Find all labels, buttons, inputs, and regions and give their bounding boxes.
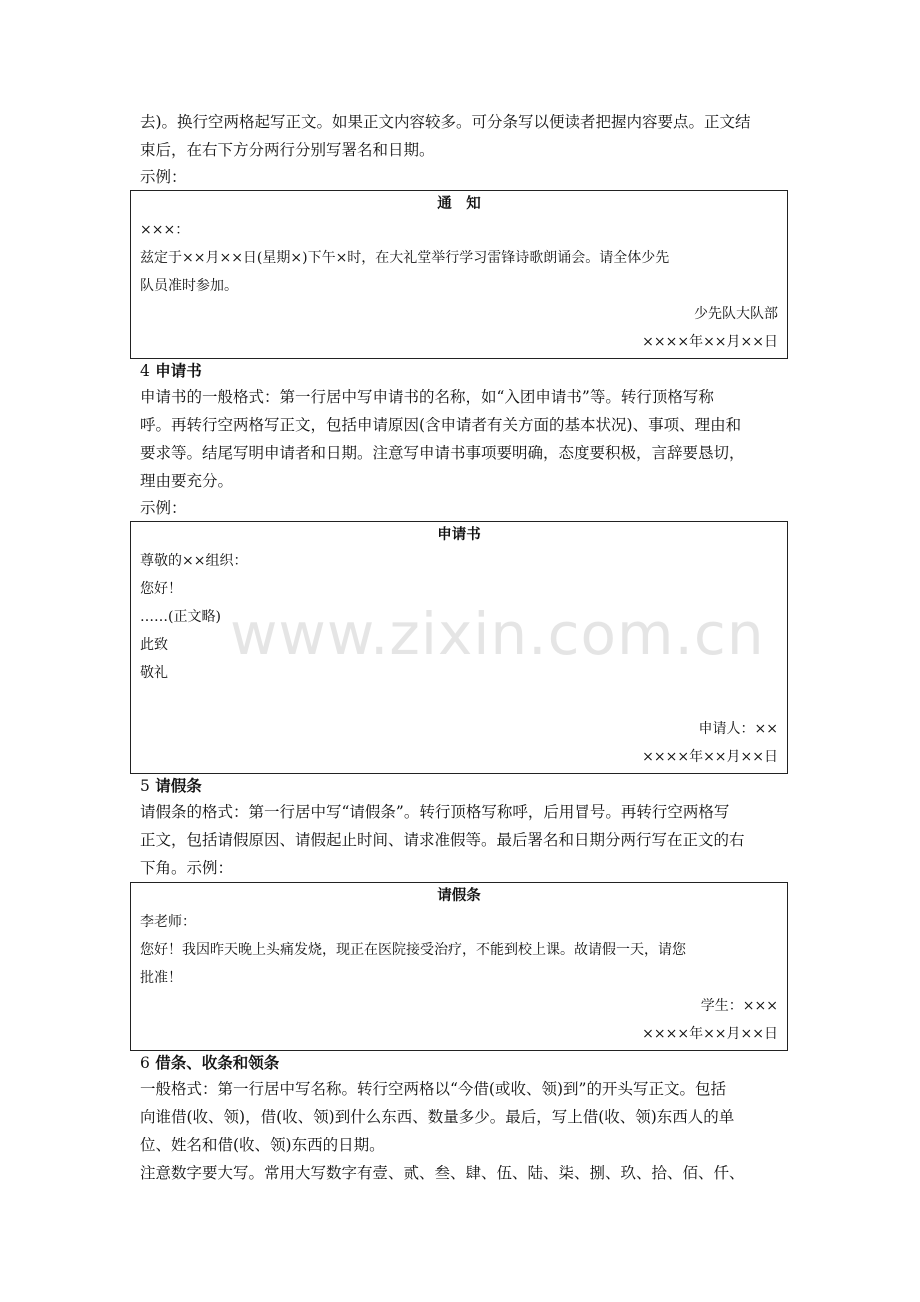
section-4-example-label: 示例： (140, 499, 187, 517)
section-6-title: 借条、收条和领条 (155, 1054, 280, 1072)
section-4-line-1: 申请书的一般格式：第一行居中写申请书的名称，如“入团申请书”等。转行顶格写称 (140, 388, 714, 406)
notice-body-line-2: 队员准时参加。 (140, 278, 238, 294)
section-4-line-4: 理由要充分。 (140, 472, 234, 490)
notice-example-box (130, 190, 788, 359)
application-spacer (140, 687, 778, 715)
intro-line-1: 去)。换行空两格起写正文。如果正文内容较多。可分条写以便读者把握内容要点。正文结 (140, 113, 751, 131)
notice-salutation: ×××： (140, 222, 190, 238)
intro-line-2: 束后，在右下方分两行分别写署名和日期。 (140, 141, 435, 159)
notice-title: 通 知 (437, 196, 481, 212)
application-date: ××××年××月××日 (642, 749, 778, 765)
leave-example-box (130, 882, 788, 1051)
section-5-number: 5 (140, 777, 150, 795)
section-5-line-1: 请假条的格式：第一行居中写“请假条”。转行顶格写称呼，后用冒号。再转行空两格写 (140, 803, 730, 821)
application-line-4: 此致 (140, 637, 168, 653)
section-4-title: 申请书 (155, 362, 202, 380)
section-5-line-2: 正文，包括请假原因、请假起止时间、请求准假等。最后署名和日期分两行写在正文的右 (140, 831, 745, 849)
section-6-line-3: 位、姓名和借(收、领)东西的日期。 (140, 1136, 385, 1154)
application-title: 申请书 (437, 527, 481, 543)
section-6-line-1: 一般格式：第一行居中写名称。转行空两格以“今借(或收、领)到”的开头写正文。包括 (140, 1080, 726, 1098)
section-6-line-4: 注意数字要大写。常用大写数字有壹、贰、叁、肆、伍、陆、柒、捌、玖、拾、佰、仟、 (140, 1164, 745, 1182)
leave-title: 请假条 (437, 888, 481, 904)
section-6-number: 6 (140, 1054, 150, 1072)
section-4-line-2: 呼。再转行空两格写正文，包括申请原因(含申请者有关方面的基本状况)、事项、理由和 (140, 416, 742, 434)
leave-salutation: 李老师： (140, 914, 196, 930)
notice-date: ××××年××月××日 (642, 334, 778, 350)
section-4-number: 4 (140, 362, 150, 380)
leave-signature: 学生：××× (700, 998, 778, 1014)
section-6-heading (140, 1051, 790, 1075)
section-5-line-3: 下角。示例： (140, 859, 234, 877)
section-6-line-2: 向谁借(收、领)，借(收、领)到什么东西、数量多少。最后，写上借(收、领)东西人的单 (140, 1108, 735, 1126)
application-line-2: 您好！ (140, 581, 182, 597)
leave-body-line-1: 您好！我因昨天晚上头痛发烧，现正在医院接受治疗，不能到校上课。故请假一天，请您 (140, 942, 686, 958)
application-signature: 申请人：×× (698, 721, 778, 737)
example-label: 示例： (140, 168, 187, 186)
leave-date: ××××年××月××日 (642, 1026, 778, 1042)
application-line-3: ……(正文略) (140, 609, 221, 625)
application-example-box (130, 521, 788, 774)
notice-signature: 少先队大队部 (694, 306, 778, 322)
notice-body-line-1: 兹定于××月××日(星期×)下午×时，在大礼堂举行学习雷锋诗歌朗诵会。请全体少先 (140, 250, 670, 266)
watermark: www.zixin.com.cn (230, 600, 765, 668)
section-5-heading (140, 774, 790, 798)
section-5-title: 请假条 (155, 777, 202, 795)
section-4-heading (140, 359, 790, 383)
application-line-5: 敬礼 (140, 665, 168, 681)
leave-body-line-2: 批准！ (140, 970, 182, 986)
application-line-1: 尊敬的××组织： (140, 553, 248, 569)
section-4-line-3: 要求等。结尾写明申请者和日期。注意写申请书事项要明确，态度要积极，言辞要恳切， (140, 444, 745, 462)
document-page (140, 108, 790, 1187)
